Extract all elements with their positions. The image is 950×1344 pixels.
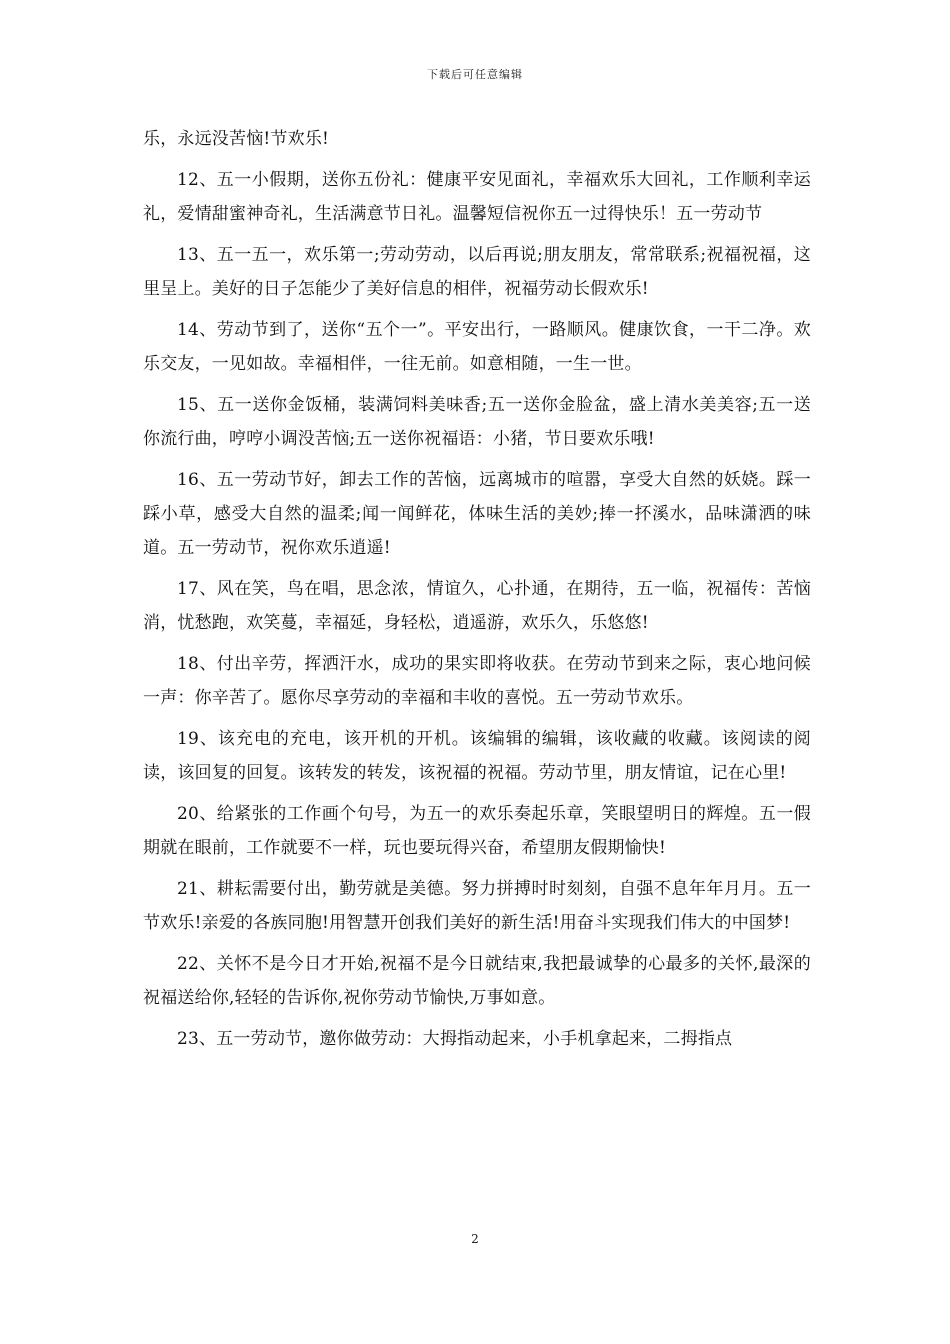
paragraph-19: 19、该充电的充电，该开机的开机。该编辑的编辑，该收藏的收藏。该阅读的阅读，该回复的回复。该转发的转发，该祝福的祝福。劳动节里，朋友情谊，记在心里! <box>143 729 811 783</box>
paragraph-15: 15、五一送你金饭桶，装满饲料美味香;五一送你金脸盆，盛上清水美美容;五一送你流行曲，哼哼小调没苦恼;五一送你祝福语：小猪，节日要欢乐哦! <box>143 395 811 449</box>
paragraph-23: 23、五一劳动节，邀你做劳动：大拇指动起来，小手机拿起来，二拇指点 <box>177 1029 733 1049</box>
paragraph-17: 17、风在笑，鸟在唱，思念浓，情谊久，心扑通，在期待，五一临，祝福传：苦恼消，忧愁跑，欢笑蔓，幸福延，身轻松，逍遥游，欢乐久，乐悠悠! <box>143 579 811 633</box>
paragraph-14: 14、劳动节到了，送你“五个一”。平安出行，一路顺风。健康饮食，一干二净。欢乐交友，一见如故。幸福相伴，一往无前。如意相随，一生一世。 <box>143 320 811 374</box>
paragraph-18: 18、付出辛劳，挥洒汗水，成功的果实即将收获。在劳动节到来之际，衷心地问候一声：你辛苦了。愿你尽享劳动的幸福和丰收的喜悦。五一劳动节欢乐。 <box>143 654 811 708</box>
paragraph-continuation: 乐，永远没苦恼!节欢乐! <box>143 129 330 149</box>
paragraph-20: 20、给紧张的工作画个句号，为五一的欢乐奏起乐章，笑眼望明日的辉煌。五一假期就在眼前，工作就要不一样，玩也要玩得兴奋，希望朋友假期愉快! <box>143 804 811 858</box>
paragraph-22: 22、关怀不是今日才开始,祝福不是今日就结束,我把最诚挚的心最多的关怀,最深的祝福送给你,轻轻的告诉你,祝你劳动节愉快,万事如意。 <box>143 954 811 1008</box>
paragraph-16: 16、五一劳动节好，卸去工作的苦恼，远离城市的喧嚣，享受大自然的妖娆。踩一踩小草，感受大自然的温柔;闻一闻鲜花，体味生活的美妙;捧一抔溪水，品味潇洒的味道。五一劳动节，祝你欢乐逍遥! <box>143 470 811 558</box>
page-header: 下载后可任意编辑 <box>427 68 523 81</box>
page-number: 2 <box>471 1232 479 1246</box>
document-body <box>143 122 811 1063</box>
paragraph-12: 12、五一小假期，送你五份礼：健康平安见面礼，幸福欢乐大回礼，工作顺利幸运礼，爱情甜蜜神奇礼，生活满意节日礼。温馨短信祝你五一过得快乐！五一劳动节 <box>143 170 811 224</box>
paragraph-21: 21、耕耘需要付出，勤劳就是美德。努力拼搏时时刻刻，自强不息年年月月。五一节欢乐!亲爱的各族同胞!用智慧开创我们美好的新生活!用奋斗实现我们伟大的中国梦! <box>143 879 811 933</box>
paragraph-13: 13、五一五一，欢乐第一;劳动劳动，以后再说;朋友朋友，常常联系;祝福祝福，这里呈上。美好的日子怎能少了美好信息的相伴，祝福劳动长假欢乐! <box>143 245 811 299</box>
